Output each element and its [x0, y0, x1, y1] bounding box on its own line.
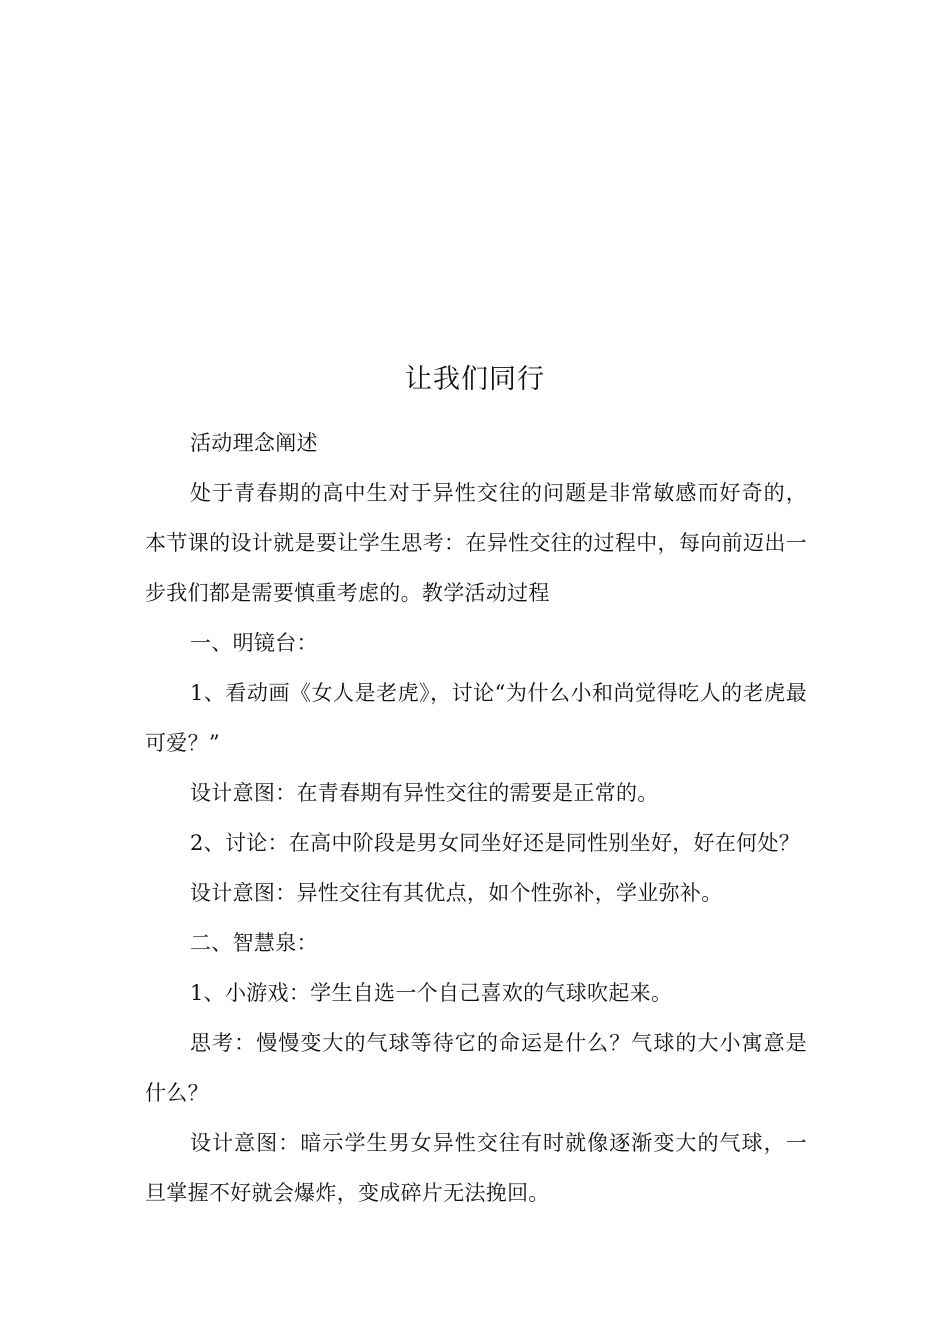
- paragraph-design-intent-3: 设计意图：暗示学生男女异性交往有时就像逐渐变大的气球，一旦掌握不好就会爆炸，变成碎片无法挽回。: [145, 1131, 807, 1205]
- document-title: 让我们同行: [405, 364, 545, 395]
- paragraph-design-intent-2: 设计意图：异性交往有其优点，如个性弥补，学业弥补。: [190, 881, 723, 905]
- paragraph-concept-text: 处于青春期的高中生对于异性交往的问题是非常敏感而好奇的，本节课的设计就是要让学生思考：在异性交往的过程中，每向前迈出一步我们都是需要慎重考虑的。教学活动过程: [145, 481, 807, 605]
- section-heading-wisdom: 二、智慧泉：: [190, 931, 318, 955]
- paragraph-thinking: 思考：慢慢变大的气球等待它的命运是什么？气球的大小寓意是什么？: [145, 1031, 807, 1105]
- paragraph-design-intent-1: 设计意图：在青春期有异性交往的需要是正常的。: [190, 781, 659, 805]
- paragraph-heading-concept: 活动理念阐述: [190, 431, 318, 455]
- paragraph-item-1: 1、看动画《女人是老虎》，讨论“为什么小和尚觉得吃人的老虎最可爱？”: [145, 681, 807, 755]
- document-body: [145, 418, 807, 1218]
- paragraph-game: 1、小游戏：学生自选一个自己喜欢的气球吹起来。: [190, 981, 673, 1005]
- paragraph-item-2: 2、讨论：在高中阶段是男女同坐好还是同性别坐好，好在何处？: [190, 831, 801, 855]
- section-heading-mirror: 一、明镜台：: [190, 631, 318, 655]
